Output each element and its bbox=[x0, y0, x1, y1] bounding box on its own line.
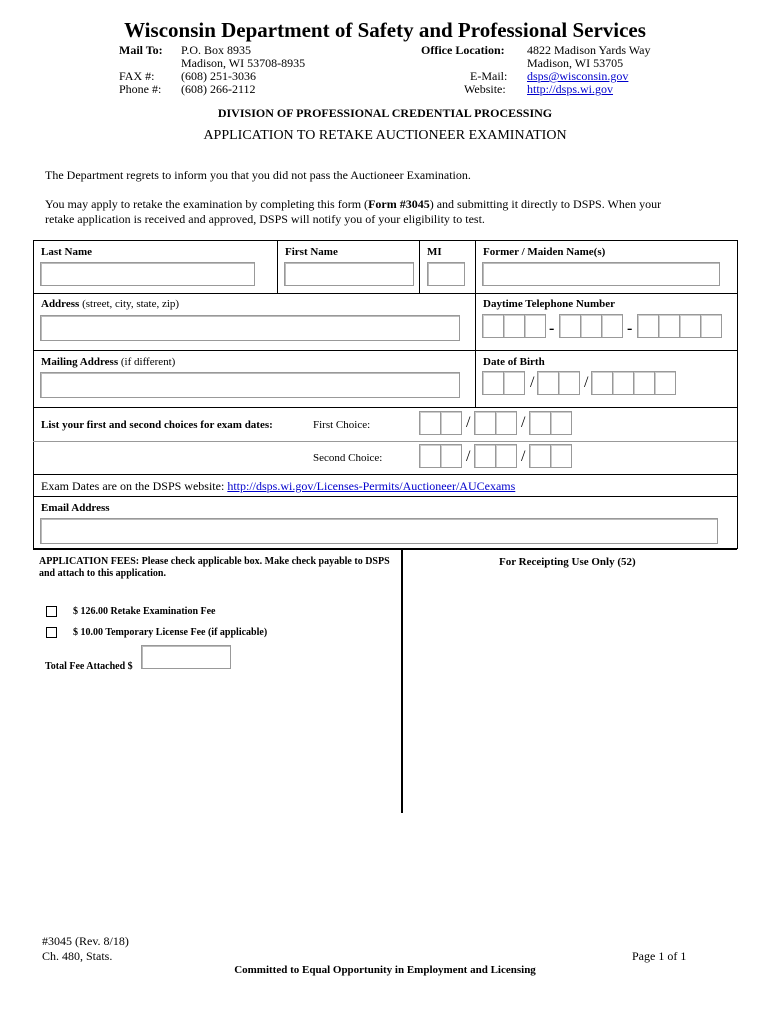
mailing-address-input[interactable] bbox=[40, 372, 460, 398]
total-fee-label: Total Fee Attached $ bbox=[45, 661, 133, 672]
statute-reference: Ch. 480, Stats. bbox=[42, 949, 113, 963]
page-number: Page 1 of 1 bbox=[632, 949, 687, 963]
email-address-label: Email Address bbox=[41, 502, 110, 514]
first-choice-month-cell[interactable] bbox=[419, 411, 441, 435]
form-top-border bbox=[33, 240, 737, 241]
dob-slash: / bbox=[584, 374, 589, 391]
address-label bbox=[41, 298, 179, 310]
phone-digit-cell[interactable] bbox=[482, 314, 504, 338]
dob-year-cell[interactable] bbox=[591, 371, 613, 395]
first-choice-label: First Choice: bbox=[313, 419, 371, 431]
phone-digit-cell[interactable] bbox=[524, 314, 546, 338]
dob-day-cell[interactable] bbox=[558, 371, 580, 395]
former-name-label: Former / Maiden Name(s) bbox=[483, 246, 606, 258]
first-choice-slash: / bbox=[466, 414, 471, 431]
first-name-label: First Name bbox=[285, 246, 338, 258]
dob-slash: / bbox=[530, 374, 535, 391]
form-title: APPLICATION TO RETAKE AUCTIONEER EXAMINATION bbox=[203, 128, 567, 143]
exam-choices-label: List your first and second choices for exam dates: bbox=[41, 419, 273, 431]
address-input[interactable] bbox=[40, 315, 460, 341]
second-choice-day-cell[interactable] bbox=[474, 444, 496, 468]
phone-digit-cell[interactable] bbox=[580, 314, 602, 338]
fees-heading bbox=[39, 556, 399, 580]
second-choice-month-cell[interactable] bbox=[419, 444, 441, 468]
temp-license-fee-checkbox[interactable] bbox=[46, 627, 57, 638]
intro-form-number: Form #3045 bbox=[368, 197, 430, 211]
phone-digit-cell[interactable] bbox=[679, 314, 701, 338]
fees-top-border bbox=[33, 548, 737, 550]
row-divider-4 bbox=[33, 474, 737, 475]
second-choice-slash: / bbox=[466, 448, 471, 465]
mail-to-label: Mail To: bbox=[119, 43, 163, 57]
form-right-border bbox=[737, 240, 738, 549]
second-choice-year-cell[interactable] bbox=[529, 444, 551, 468]
mail-line2: Madison, WI 53708-8935 bbox=[181, 56, 306, 70]
email-label: E-Mail: bbox=[470, 69, 508, 83]
dob-year-cell[interactable] bbox=[654, 371, 676, 395]
fax-label: FAX #: bbox=[119, 69, 155, 83]
second-choice-day-cell[interactable] bbox=[495, 444, 517, 468]
phone-digit-cell[interactable] bbox=[559, 314, 581, 338]
equal-opportunity-statement: Committed to Equal Opportunity in Employment and Licensing bbox=[234, 964, 536, 976]
phone-dash: - bbox=[627, 320, 633, 337]
mi-input[interactable] bbox=[427, 262, 465, 286]
address-label-text: Address bbox=[41, 298, 80, 310]
row-divider-2 bbox=[33, 350, 737, 351]
office-location-label: Office Location: bbox=[421, 43, 505, 57]
temp-license-fee-label: $ 10.00 Temporary License Fee (if applicable) bbox=[73, 627, 268, 638]
office-line2: Madison, WI 53705 bbox=[527, 56, 624, 70]
fees-heading-line1: APPLICATION FEES: Please check applicable box. Make check payable to DSPS bbox=[39, 556, 390, 567]
mi-label: MI bbox=[427, 246, 442, 258]
second-choice-slash: / bbox=[521, 448, 526, 465]
receipting-label: For Receipting Use Only (52) bbox=[499, 556, 636, 568]
email-link[interactable]: dsps@wisconsin.gov bbox=[527, 69, 629, 83]
mail-line1: P.O. Box 8935 bbox=[181, 43, 252, 57]
dob-day-cell[interactable] bbox=[537, 371, 559, 395]
fees-divider bbox=[401, 548, 403, 813]
phone-digit-cell[interactable] bbox=[700, 314, 722, 338]
phone-digit-cell[interactable] bbox=[601, 314, 623, 338]
form-number: #3045 (Rev. 8/18) bbox=[42, 934, 129, 948]
dob-year-cell[interactable] bbox=[633, 371, 655, 395]
intro-paragraph-1: The Department regrets to inform you that you did not pass the Auctioneer Examination. bbox=[45, 168, 471, 182]
address-hint: (street, city, state, zip) bbox=[82, 298, 180, 310]
website-label: Website: bbox=[464, 82, 506, 96]
col-divider-first-name bbox=[277, 240, 278, 293]
last-name-input[interactable] bbox=[40, 262, 255, 286]
total-fee-input[interactable] bbox=[141, 645, 231, 669]
former-name-input[interactable] bbox=[482, 262, 720, 286]
phone-dash: - bbox=[549, 320, 555, 337]
phone-number-label: Daytime Telephone Number bbox=[483, 298, 615, 310]
intro-p2-start: You may apply to retake the examination by completing this form ( bbox=[45, 197, 369, 211]
dob-month-cell[interactable] bbox=[503, 371, 525, 395]
col-divider-right bbox=[475, 240, 476, 407]
phone-digit-cell[interactable] bbox=[658, 314, 680, 338]
division-heading: DIVISION OF PROFESSIONAL CREDENTIAL PROCESSING bbox=[217, 106, 553, 120]
phone-digit-cell[interactable] bbox=[503, 314, 525, 338]
email-address-input[interactable] bbox=[40, 518, 718, 544]
fees-heading-line2: and attach to this application. bbox=[39, 568, 166, 579]
mailing-address-label-text: Mailing Address bbox=[41, 356, 119, 368]
first-name-input[interactable] bbox=[284, 262, 414, 286]
office-line1: 4822 Madison Yards Way bbox=[527, 43, 651, 57]
dob-label: Date of Birth bbox=[483, 356, 545, 368]
mailing-address-hint: (if different) bbox=[120, 356, 176, 368]
dob-year-cell[interactable] bbox=[612, 371, 634, 395]
first-choice-day-cell[interactable] bbox=[474, 411, 496, 435]
choice-divider bbox=[33, 441, 737, 442]
phone-label: Phone #: bbox=[119, 82, 162, 96]
first-choice-month-cell[interactable] bbox=[440, 411, 462, 435]
phone-number: (608) 266-2112 bbox=[181, 82, 256, 96]
exam-dates-link[interactable]: http://dsps.wi.gov/Licenses-Permits/Auctioneer/AUCexams bbox=[227, 479, 516, 493]
col-divider-mi bbox=[419, 240, 420, 293]
retake-fee-label: $ 126.00 Retake Examination Fee bbox=[73, 606, 216, 617]
second-choice-year-cell[interactable] bbox=[550, 444, 572, 468]
intro-paragraph-2-line2: retake application is received and approved, DSPS will notify you of your eligibility to test. bbox=[45, 212, 485, 226]
last-name-label: Last Name bbox=[41, 246, 93, 258]
agency-title: Wisconsin Department of Safety and Professional Services bbox=[124, 18, 646, 42]
dob-month-cell[interactable] bbox=[482, 371, 504, 395]
first-choice-day-cell[interactable] bbox=[495, 411, 517, 435]
exam-dates-text: Exam Dates are on the DSPS website: bbox=[41, 479, 225, 493]
row-divider-3 bbox=[33, 407, 737, 408]
phone-digit-cell[interactable] bbox=[637, 314, 659, 338]
intro-paragraph-2 bbox=[45, 197, 661, 212]
retake-fee-checkbox[interactable] bbox=[46, 606, 57, 617]
second-choice-label: Second Choice: bbox=[313, 452, 383, 464]
second-choice-month-cell[interactable] bbox=[440, 444, 462, 468]
first-choice-year-cell[interactable] bbox=[529, 411, 551, 435]
row-divider-5 bbox=[33, 496, 737, 497]
first-choice-year-cell[interactable] bbox=[550, 411, 572, 435]
form-left-border bbox=[33, 240, 34, 549]
fax-number: (608) 251-3036 bbox=[181, 69, 256, 83]
row-divider-1 bbox=[33, 293, 737, 294]
intro-p2-end: ) and submitting it directly to DSPS. When your bbox=[429, 197, 662, 211]
website-link[interactable]: http://dsps.wi.gov bbox=[527, 82, 614, 96]
mailing-address-label bbox=[41, 356, 175, 368]
first-choice-slash: / bbox=[521, 414, 526, 431]
exam-dates-note bbox=[41, 479, 515, 494]
